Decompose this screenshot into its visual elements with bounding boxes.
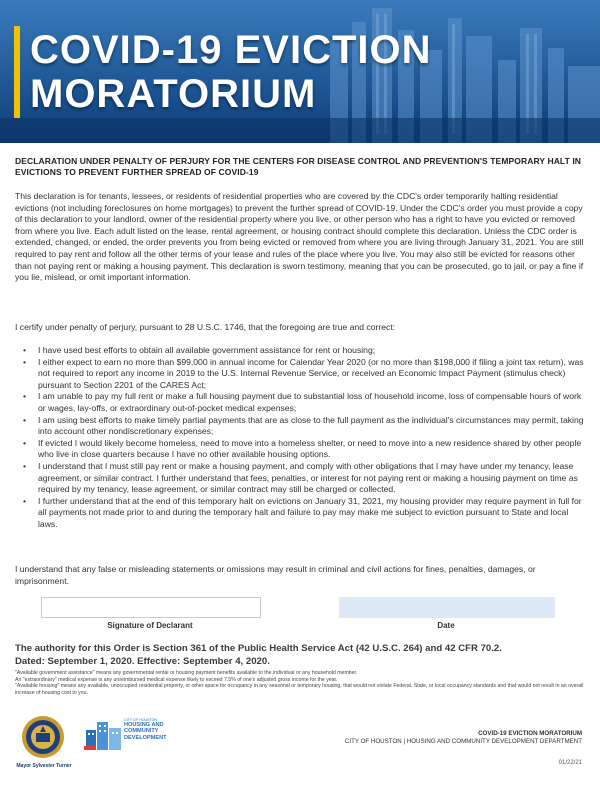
certify-statement: I certify under penalty of perjury, pursuant to 28 U.S.C. 1746, that the foregoing are true and correct: [15, 322, 396, 332]
city-of-houston-seal-icon [21, 715, 65, 759]
condition-item: • I understand that I must still pay rent or make a housing payment, and comply with other obligations that I may have under my tenancy, lease agreement, or similar contract. I further understand that fees, penalties, or interest for not paying rent or making a housing payment on time as required by my tenancy, lease agreement, or similar contract may still be charged or collected. [15, 461, 585, 496]
conditions-list [15, 345, 585, 531]
mayor-caption: Mayor Sylvester Turner [16, 763, 72, 769]
authority-line1: The authority for this Order is Section 361 of the Public Health Service Act (42 U.S.C. 264) and 42 CFR 70.2. [15, 643, 502, 654]
condition-item: • I have used best efforts to obtain all available government assistance for rent or housing; [15, 345, 585, 357]
signature-declarant-label: Signature of Declarant [107, 621, 193, 630]
banner [0, 0, 600, 143]
authority-line2: Dated: September 1, 2020. Effective: September 4, 2020. [15, 656, 270, 667]
understand-statement: I understand that any false or misleading statements or omissions may result in criminal and civil actions for fines, penalties, damages, or imprisonment. [15, 564, 536, 586]
footer-title: COVID-19 EVICTION MORATORIUM [478, 730, 582, 737]
banner-title [30, 28, 500, 116]
footnote-item: "Available housing" means any available, unoccupied residential property, or other space for occupancy in any seasonal or temporary housing, that would not violate Federal, State, or local occupancy standards and that would not result in an overall increase of housing cost to you. [15, 683, 584, 696]
footer-date: 01/22/21 [558, 760, 582, 766]
banner-accent-bar [14, 26, 20, 118]
hcd-logo-text [124, 718, 184, 741]
hcd-line3: DEVELOPMENT [124, 734, 167, 741]
footnote-item: "Available government assistance" means any governmental rental or housing payment benefits available to the individual or any household member. [15, 670, 358, 676]
authority-statement [15, 642, 585, 668]
intro-paragraph: This declaration is for tenants, lessees, or residents of residential properties who are covered by the CDC's order temporarily halting residential evictions (not including foreclosures on home mortgages) to prevent the further spread of COVID-19. Under the CDC's order you must provide a copy of this declaration to your landlord, owner of the residential property where you live, or other person who has a right to have you evicted or removed from where you live. Each adult listed on the lease, rental agreement, or housing contract should complete this declaration. Unless the CDC order is extended, changed, or ended, the order prevents you from being evicted or removed from where you are living through January 31, 2021. You are still required to pay rent and follow all the other terms of your lease and rules of the place where you live. You may also still be evicted for reasons other than not paying rent or making a housing payment. This declaration is sworn testimony, meaning that you can be prosecuted, go to jail, or pay a fine if you lie, mislead, or omit important information. [15, 191, 584, 283]
hcd-city-of: CITY OF HOUSTON [124, 718, 158, 722]
hcd-line1: HOUSING AND [124, 722, 164, 728]
housing-community-development-logo-icon [84, 716, 124, 750]
signature-date-label: Date [437, 621, 455, 630]
signature-declarant-field[interactable] [41, 597, 261, 618]
banner-title-line1: COVID-19 EVICTION [30, 28, 432, 72]
banner-title-line2: MORATORIUM [30, 72, 317, 116]
hcd-line2: COMMUNITY [124, 728, 159, 735]
signature-date-field[interactable] [339, 597, 555, 618]
condition-item: • If evicted I would likely become homeless, need to move into a homeless shelter, or need to move into a new residence shared by other people who live in close quarters because I have no other available housing options. [15, 438, 585, 461]
declaration-heading: DECLARATION UNDER PENALTY OF PERJURY FOR THE CENTERS FOR DISEASE CONTROL AND PREVENTION'S TEMPORARY HALT IN EVICTIONS TO PREVENT FURTHER SPREAD OF COVID-19 [15, 156, 582, 177]
footer-info [300, 730, 582, 746]
condition-item: • I am unable to pay my full rent or make a full housing payment due to substantial loss of household income, loss of compensable hours of work or wages, lay-offs, or extraordinary out-of-pocket medical expenses; [15, 391, 585, 414]
condition-item: • I am using best efforts to make timely partial payments that are as close to the full payment as the individual's circumstances may permit, taking into account other nondiscretionary expenses; [15, 415, 585, 438]
condition-item: • I either expect to earn no more than $99,000 in annual income for Calendar Year 2020 (or no more than $198,000 if filing a joint tax return), was not required to report any income in 2019 to the U.S. Internal Revenue Service, or received an Economic Impact Payment (stimulus check) pursuant to Section 2201 of the CARES Act; [15, 357, 585, 392]
condition-item: • I further understand that at the end of this temporary halt on evictions on January 31, 2021, my housing provider may require payment in full for all payments not made prior to and during the temporary halt and failure to pay may make me subject to eviction pursuant to State and local laws. [15, 496, 585, 531]
footnotes-list [15, 670, 585, 696]
footer-department: CITY OF HOUSTON | HOUSING AND COMMUNITY DEVELOPMENT DEPARTMENT [344, 738, 582, 745]
footnote-item: An "extraordinary" medical expense is any unreimbursed medical expense likely to exceed 7.5% of one's adjusted gross income for the year. [15, 676, 338, 683]
